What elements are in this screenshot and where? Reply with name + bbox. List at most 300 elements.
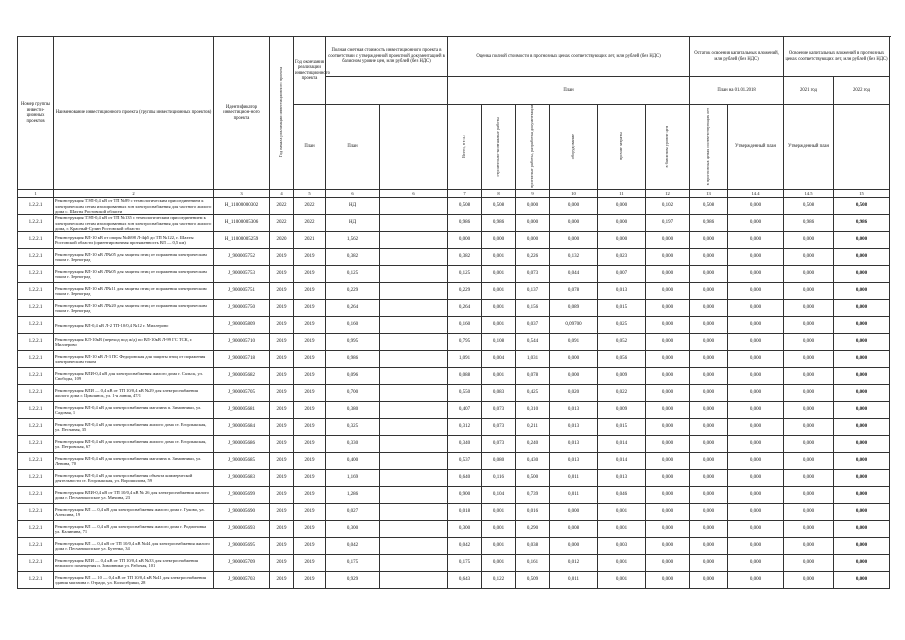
table-row (18, 504, 890, 521)
cell-forecast-total: 0,088 (448, 368, 482, 385)
cell-smr: 0,001 (482, 521, 516, 538)
cell-remaining-forecast: 0,000 (690, 385, 728, 402)
cell-design: 0,161 (516, 555, 550, 572)
cell-smr: 0,073 (482, 402, 516, 419)
cell-full-cost-plan: 0,264 (326, 300, 380, 317)
cell-plan-2022: 0,000 (784, 334, 834, 351)
cell-full-cost-plan-2 (380, 487, 448, 504)
cell-other: 0,001 (598, 555, 646, 572)
cell-design: 0,430 (516, 453, 550, 470)
cell-design: 0,226 (516, 249, 550, 266)
header-year-2021: 2021 год (784, 77, 834, 105)
header-plan-date: План на 01.01.2018 (690, 77, 784, 105)
cell-group-number: 1.2.2.1 (18, 504, 54, 521)
cell-group-number: 1.2.2.1 (18, 555, 54, 572)
cell-full-cost-plan-2 (380, 436, 448, 453)
cell-remaining-forecast: 0,000 (690, 572, 728, 589)
cell-full-cost-plan-2 (380, 300, 448, 317)
cell-total-plan: 0,000 (834, 402, 890, 419)
cell-group-number: 1.2.2.1 (18, 436, 54, 453)
cell-plan-2022: 0,000 (784, 436, 834, 453)
cell-smr: 0,000 (482, 232, 516, 249)
cell-project-name: Реконструкция ТЭП-0,4 кВ от ТП №89 с технологическим присоединением к электрическим сетям изолированных зон электроснабжения для частного жилого дома с. Шахты Ростовской области (54, 198, 214, 215)
cell-remaining-base: 0,000 (646, 283, 690, 300)
cell-project-name: Реконструкция ВЛ-0,4 кВ для электроснабжения магазина п. Зимовники, ул. Садовая, 1 (54, 402, 214, 419)
cell-project-id: J_900005681 (214, 402, 270, 419)
cell-group-number: 1.2.2.1 (18, 198, 54, 215)
cell-other: 0,001 (598, 521, 646, 538)
header-forecast-prices: в прогнозных ценах соответствующих лет (690, 105, 728, 190)
cell-remaining-base: 0,000 (646, 266, 690, 283)
cell-project-id: J_900005685 (214, 453, 270, 470)
col-num: 4 (270, 190, 294, 198)
cell-plan-2022: 0,000 (784, 504, 834, 521)
cell-equipment: 0,008 (550, 521, 598, 538)
cell-project-id: H_11000005259 (214, 232, 270, 249)
cell-start-year: 2019 (270, 521, 294, 538)
table-row (18, 402, 890, 419)
cell-other: 0,022 (598, 385, 646, 402)
cell-design: 1,031 (516, 351, 550, 368)
cell-equipment: 0,000 (550, 538, 598, 555)
cell-remaining-forecast: 0,000 (690, 470, 728, 487)
col-num: 14.4 (728, 190, 784, 198)
table-row (18, 453, 890, 470)
cell-plan-2021: 0,000 (728, 232, 784, 249)
cell-plan-2021: 0,000 (728, 283, 784, 300)
table-row (18, 521, 890, 538)
cell-full-cost-plan: НД (326, 198, 380, 215)
cell-plan-2022: 0,000 (784, 538, 834, 555)
cell-forecast-total: 0,229 (448, 283, 482, 300)
cell-smr: 0,073 (482, 436, 516, 453)
cell-plan-2021: 0,000 (728, 504, 784, 521)
cell-design: 0,078 (516, 368, 550, 385)
cell-total-plan: 0,000 (834, 470, 890, 487)
cell-design: 0,240 (516, 436, 550, 453)
cell-project-id: J_900005699 (214, 487, 270, 504)
cell-design: 0,739 (516, 487, 550, 504)
cell-remaining-base: 0,000 (646, 555, 690, 572)
cell-other: 0,013 (598, 470, 646, 487)
cell-design: 0,000 (516, 198, 550, 215)
cell-full-cost-plan: 0,175 (326, 555, 380, 572)
cell-end-year: 2019 (294, 334, 326, 351)
cell-equipment: 0,000 (550, 198, 598, 215)
cell-remaining-base: 0,000 (646, 504, 690, 521)
cell-project-name: Реконструкция ВЛ-0,4 кВ для электроснабжения объекта коммерческой деятельности ст. Егорлыкская, ул. Ворошилова, 59 (54, 470, 214, 487)
cell-start-year: 2019 (270, 453, 294, 470)
cell-full-cost-plan-2 (380, 385, 448, 402)
cell-plan-2021: 0,000 (728, 538, 784, 555)
cell-remaining-forecast: 0,000 (690, 453, 728, 470)
cell-total-plan: 0,508 (834, 198, 890, 215)
cell-other: 0,001 (598, 572, 646, 589)
cell-design: 0,016 (516, 504, 550, 521)
cell-plan-2022: 0,000 (784, 521, 834, 538)
cell-project-name: Реконструкция КЛ-10кВ (переход под ж/д) по ВЛ-10кВ Л-99 ГС ТСК, г. Миллерово (54, 334, 214, 351)
cell-full-cost-plan-2 (380, 215, 448, 232)
cell-remaining-base: 0,000 (646, 572, 690, 589)
cell-start-year: 2019 (270, 368, 294, 385)
cell-plan-2022: 0,000 (784, 351, 834, 368)
cell-end-year: 2019 (294, 504, 326, 521)
header-remaining: Остаток освоения капитальных вложений, млн рублей (без НДС) (690, 37, 784, 77)
cell-equipment: 0,078 (550, 283, 598, 300)
cell-project-name: Реконструкция ВЛИ — 0,4 кВ от ТП 10/0,4 кВ №33 для электроснабжения нежилого помещения п. Зимовники ул. Рабочая, 101 (54, 555, 214, 572)
cell-full-cost-plan: 0,160 (326, 317, 380, 334)
cell-forecast-total: 0,175 (448, 555, 482, 572)
cell-remaining-base: 0,000 (646, 402, 690, 419)
cell-start-year: 2019 (270, 317, 294, 334)
table-row (18, 368, 890, 385)
cell-end-year: 2022 (294, 198, 326, 215)
cell-plan-2021: 0,000 (728, 572, 784, 589)
cell-equipment: 0,000 (550, 368, 598, 385)
cell-plan-2021: 0,000 (728, 317, 784, 334)
cell-full-cost-plan-2 (380, 419, 448, 436)
cell-remaining-forecast: 0,000 (690, 419, 728, 436)
cell-full-cost-plan: 0,042 (326, 538, 380, 555)
header-full-cost-sub (326, 77, 448, 105)
cell-plan-2022: 0,000 (784, 419, 834, 436)
col-num: 6 (326, 190, 380, 198)
cell-end-year: 2019 (294, 453, 326, 470)
cell-plan-2021: 0,000 (728, 555, 784, 572)
cell-start-year: 2019 (270, 334, 294, 351)
col-num: 5 (294, 190, 326, 198)
document-sheet (17, 36, 889, 589)
cell-remaining-base: 0,000 (646, 334, 690, 351)
cell-group-number: 1.2.2.1 (18, 283, 54, 300)
cell-smr: 0,508 (482, 198, 516, 215)
cell-plan-2021: 0,000 (728, 470, 784, 487)
cell-end-year: 2019 (294, 249, 326, 266)
cell-plan-2022: 0,000 (784, 283, 834, 300)
cell-remaining-base: 0,197 (646, 215, 690, 232)
cell-equipment: 0,013 (550, 419, 598, 436)
col-num: 11 (598, 190, 646, 198)
table-row (18, 487, 890, 504)
cell-end-year: 2019 (294, 266, 326, 283)
cell-full-cost-plan: 0,400 (326, 453, 380, 470)
cell-group-number: 1.2.2.1 (18, 215, 54, 232)
cell-forecast-total: 0,537 (448, 453, 482, 470)
cell-start-year: 2019 (270, 470, 294, 487)
cell-end-year: 2019 (294, 317, 326, 334)
cell-total-plan: 0,000 (834, 504, 890, 521)
cell-full-cost-plan-2 (380, 334, 448, 351)
cell-end-year: 2019 (294, 487, 326, 504)
cell-start-year: 2019 (270, 300, 294, 317)
cell-equipment: 0,132 (550, 249, 598, 266)
cell-start-year: 2019 (270, 555, 294, 572)
cell-design: 0,500 (516, 470, 550, 487)
cell-plan-2021: 0,000 (728, 368, 784, 385)
cell-remaining-base: 0,000 (646, 538, 690, 555)
cell-plan-2021: 0,000 (728, 351, 784, 368)
cell-group-number: 1.2.2.1 (18, 368, 54, 385)
table-row (18, 249, 890, 266)
table-row (18, 198, 890, 215)
cell-project-id: H_11000000302 (214, 198, 270, 215)
cell-equipment: 0,000 (550, 504, 598, 521)
header-group-number: Номер группы инвести-ционных проектов (18, 37, 54, 190)
cell-end-year: 2019 (294, 521, 326, 538)
cell-plan-2022: 0,508 (784, 198, 834, 215)
cell-plan-2021: 0,000 (728, 198, 784, 215)
cell-remaining-forecast: 0,000 (690, 402, 728, 419)
cell-smr: 0,122 (482, 572, 516, 589)
table-row (18, 436, 890, 453)
cell-project-name: Реконструкция ТЭП-0,4 кВ от ТП №135 с технологическим присоединением к электрическим сетям изолированных зон электроснабжения для частного жилого дома, г. Красный-Сулин Ростовской области (54, 215, 214, 232)
cell-project-id: J_900005751 (214, 283, 270, 300)
cell-full-cost-plan: 0,382 (326, 249, 380, 266)
cell-remaining-forecast: 0,000 (690, 300, 728, 317)
col-num: 12 (646, 190, 690, 198)
cell-end-year: 2019 (294, 300, 326, 317)
cell-total-plan: 0,000 (834, 351, 890, 368)
cell-project-id: J_900005693 (214, 521, 270, 538)
cell-project-name: Реконструкция ВЛ — 0,4 кВ от ТП 10/0,4 кВ №44 для электроснабжения жилого дома г. Песчанокопское ул. Бутенко, 34 (54, 538, 214, 555)
cell-project-name: Реконструкция ВЛ-0,4 кВ для электроснабжения магазина п. Зимовники, ул. Ленина, 70 (54, 453, 214, 470)
cell-total-plan: 0,000 (834, 317, 890, 334)
cell-project-id: J_900005690 (214, 504, 270, 521)
cell-group-number: 1.2.2.1 (18, 487, 54, 504)
cell-full-cost-plan-2 (380, 317, 448, 334)
cell-other: 0,007 (598, 266, 646, 283)
col-num: 9 (516, 190, 550, 198)
cell-end-year: 2019 (294, 555, 326, 572)
cell-start-year: 2019 (270, 249, 294, 266)
cell-full-cost-plan-2 (380, 351, 448, 368)
cell-remaining-base: 0,000 (646, 300, 690, 317)
cell-full-cost-plan: 1,286 (326, 487, 380, 504)
cell-equipment: 0,013 (550, 453, 598, 470)
cell-equipment: 0,020 (550, 385, 598, 402)
cell-start-year: 2019 (270, 572, 294, 589)
cell-project-id: J_900005809 (214, 317, 270, 334)
cell-smr: 0,080 (482, 453, 516, 470)
table-row (18, 266, 890, 283)
col-num: 14.5 (784, 190, 834, 198)
cell-project-name: Реконструкция ВЛ-10 кВ от опоры №4698 Л-4ф5 до ТП №122, г. Шахты Ростовской области (ориентировочная протяженность ВЛ — 0,5 км) (54, 232, 214, 249)
cell-plan-2021: 0,000 (728, 385, 784, 402)
cell-project-id: J_900005710 (214, 334, 270, 351)
cell-design: 0,425 (516, 385, 550, 402)
cell-end-year: 2019 (294, 351, 326, 368)
cell-remaining-base: 0,000 (646, 487, 690, 504)
cell-forecast-total: 0,382 (448, 249, 482, 266)
cell-plan-2021: 0,000 (728, 487, 784, 504)
cell-remaining-base: 0,000 (646, 436, 690, 453)
cell-smr: 0,073 (482, 419, 516, 436)
cell-project-name: Реконструкция ВЛ-10 кВ Л№20 для защиты птиц от поражения электрическим током г. Зерноград (54, 300, 214, 317)
cell-smr: 0,001 (482, 300, 516, 317)
cell-other: 0,046 (598, 487, 646, 504)
table-row (18, 317, 890, 334)
cell-plan-2022: 0,000 (784, 249, 834, 266)
cell-smr: 0,001 (482, 317, 516, 334)
cell-remaining-forecast: 0,000 (690, 334, 728, 351)
cell-group-number: 1.2.2.1 (18, 232, 54, 249)
col-num: 3 (214, 190, 270, 198)
header-plan: План (448, 77, 690, 105)
cell-full-cost-plan: 0,380 (326, 402, 380, 419)
cell-equipment: 0,011 (550, 487, 598, 504)
cell-other: 0,001 (598, 504, 646, 521)
cell-full-cost-plan: 0,096 (326, 368, 380, 385)
cell-project-name: Реконструкция ВЛ-0,4 кВ для электроснабжения жилого дома ст. Егорлыкская, ул. Песчаная, 35 (54, 419, 214, 436)
cell-full-cost-plan-2 (380, 453, 448, 470)
cell-other: 0,009 (598, 368, 646, 385)
header-design: проектные работы, разработка документации (516, 105, 550, 190)
cell-project-name: Реконструкция ВЛ-10 кВ Л№05 для защиты птиц от поражения электрическим током г. Зерноград (54, 266, 214, 283)
table-row (18, 385, 890, 402)
cell-smr: 0,104 (482, 487, 516, 504)
cell-design: 0,544 (516, 334, 550, 351)
cell-group-number: 1.2.2.1 (18, 266, 54, 283)
cell-forecast-total: 0,986 (448, 215, 482, 232)
cell-project-name: Реконструкция ВЛ — 10 — 0,4 кВ от ТП 10/0,4 кВ №41 для электроснабжения здания магазина г. Отрадо, ул. Колхозбрики, 28 (54, 572, 214, 589)
cell-other: 0,023 (598, 249, 646, 266)
cell-remaining-base: 0,000 (646, 351, 690, 368)
cell-end-year: 2019 (294, 385, 326, 402)
cell-project-id: J_900005752 (214, 249, 270, 266)
cell-other: 0,000 (598, 215, 646, 232)
cell-start-year: 2019 (270, 419, 294, 436)
cell-project-id: J_900005753 (214, 266, 270, 283)
cell-remaining-base: 0,000 (646, 453, 690, 470)
header-equipment: оборудование (550, 105, 598, 190)
cell-full-cost-plan: 1,169 (326, 470, 380, 487)
cell-forecast-total: 0,795 (448, 334, 482, 351)
cell-design: 0,073 (516, 266, 550, 283)
cell-remaining-base: 0,102 (646, 198, 690, 215)
table-row (18, 300, 890, 317)
cell-smr: 0,001 (482, 538, 516, 555)
table-row (18, 555, 890, 572)
cell-forecast-total: 1,091 (448, 351, 482, 368)
cell-full-cost-plan: 0,125 (326, 266, 380, 283)
cell-project-name: Реконструкция ВЛ — 0,4 кВ для электроснабжения жилого дома г. Родионовка ул. Калинина, 71 (54, 521, 214, 538)
cell-plan-2021: 0,000 (728, 334, 784, 351)
cell-total-plan: 0,000 (834, 436, 890, 453)
cell-group-number: 1.2.2.1 (18, 351, 54, 368)
cell-other: 0,015 (598, 419, 646, 436)
cell-remaining-forecast: 0,000 (690, 232, 728, 249)
cell-equipment: 0,089 (550, 300, 598, 317)
cell-project-id: J_900005718 (214, 351, 270, 368)
cell-full-cost-plan: 0,300 (326, 521, 380, 538)
header-total-incl: Всего, в т.ч.: (448, 105, 482, 190)
cell-forecast-total: 0,018 (448, 504, 482, 521)
cell-plan-2022: 0,000 (784, 470, 834, 487)
col-num: 13 (690, 190, 728, 198)
cell-plan-2021: 0,000 (728, 521, 784, 538)
cell-group-number: 1.2.2.1 (18, 402, 54, 419)
cell-project-id: H_11000005306 (214, 215, 270, 232)
cell-project-id: J_900005683 (214, 470, 270, 487)
cell-full-cost-plan-2 (380, 368, 448, 385)
cell-forecast-total: 0,508 (448, 198, 482, 215)
header-other: прочие затраты (598, 105, 646, 190)
cell-remaining-forecast: 0,000 (690, 283, 728, 300)
cell-total-plan: 0,000 (834, 419, 890, 436)
cell-start-year: 2019 (270, 266, 294, 283)
cell-design: 0,000 (516, 215, 550, 232)
cell-plan-2022: 0,000 (784, 572, 834, 589)
cell-start-year: 2022 (270, 215, 294, 232)
cell-other: 0,056 (598, 351, 646, 368)
cell-project-name: Реконструкция ВЛ-10 кВ Л-3 ПС Федоровская для защиты птиц от поражения электрическим током (54, 351, 214, 368)
cell-other: 0,009 (598, 402, 646, 419)
cell-group-number: 1.2.2.1 (18, 249, 54, 266)
header-plan-sub-2: План (326, 105, 380, 190)
cell-other: 0,000 (598, 198, 646, 215)
cell-forecast-total: 0,300 (448, 521, 482, 538)
cell-design: 0,310 (516, 402, 550, 419)
cell-total-plan: 0,986 (834, 215, 890, 232)
cell-plan-2022: 0,000 (784, 232, 834, 249)
cell-remaining-forecast: 0,000 (690, 555, 728, 572)
cell-equipment: 0,013 (550, 402, 598, 419)
cell-forecast-total: 0,042 (448, 538, 482, 555)
cell-start-year: 2020 (270, 232, 294, 249)
cell-other: 0,015 (598, 300, 646, 317)
header-project-id: Идентификатор инвестицион-ного проекта (214, 37, 270, 190)
cell-total-plan: 0,000 (834, 555, 890, 572)
col-num: 2 (54, 190, 214, 198)
col-num: 8 (482, 190, 516, 198)
cell-remaining-base: 0,000 (646, 249, 690, 266)
cell-end-year: 2019 (294, 419, 326, 436)
cell-full-cost-plan-2 (380, 232, 448, 249)
cell-plan-2021: 0,000 (728, 249, 784, 266)
cell-total-plan: 0,000 (834, 487, 890, 504)
cell-end-year: 2019 (294, 436, 326, 453)
cell-smr: 0,116 (482, 470, 516, 487)
cell-group-number: 1.2.2.1 (18, 572, 54, 589)
cell-remaining-base: 0,000 (646, 419, 690, 436)
table-row (18, 470, 890, 487)
cell-total-plan: 0,000 (834, 385, 890, 402)
cell-group-number: 1.2.2.1 (18, 419, 54, 436)
cell-remaining-forecast: 0,000 (690, 538, 728, 555)
cell-plan-2021: 0,000 (728, 402, 784, 419)
cell-total-plan: 0,000 (834, 572, 890, 589)
col-num: 7 (448, 190, 482, 198)
cell-equipment: 0,011 (550, 470, 598, 487)
cell-full-cost-plan: 0,986 (326, 351, 380, 368)
cell-remaining-base: 0,000 (646, 521, 690, 538)
col-num: 15 (834, 190, 890, 198)
cell-remaining-base: 0,000 (646, 470, 690, 487)
cell-design: 0,156 (516, 300, 550, 317)
cell-plan-2022: 0,000 (784, 487, 834, 504)
cell-full-cost-plan-2 (380, 266, 448, 283)
cell-full-cost-plan: НД (326, 215, 380, 232)
cell-smr: 0,004 (482, 351, 516, 368)
table-row (18, 232, 890, 249)
cell-other: 0,000 (598, 232, 646, 249)
cell-equipment: 0,091 (550, 334, 598, 351)
cell-full-cost-plan: 0,027 (326, 504, 380, 521)
cell-design: 0,000 (516, 232, 550, 249)
cell-forecast-total: 0,000 (448, 232, 482, 249)
cell-remaining-base: 0,000 (646, 368, 690, 385)
cell-equipment: 0,013 (550, 436, 598, 453)
